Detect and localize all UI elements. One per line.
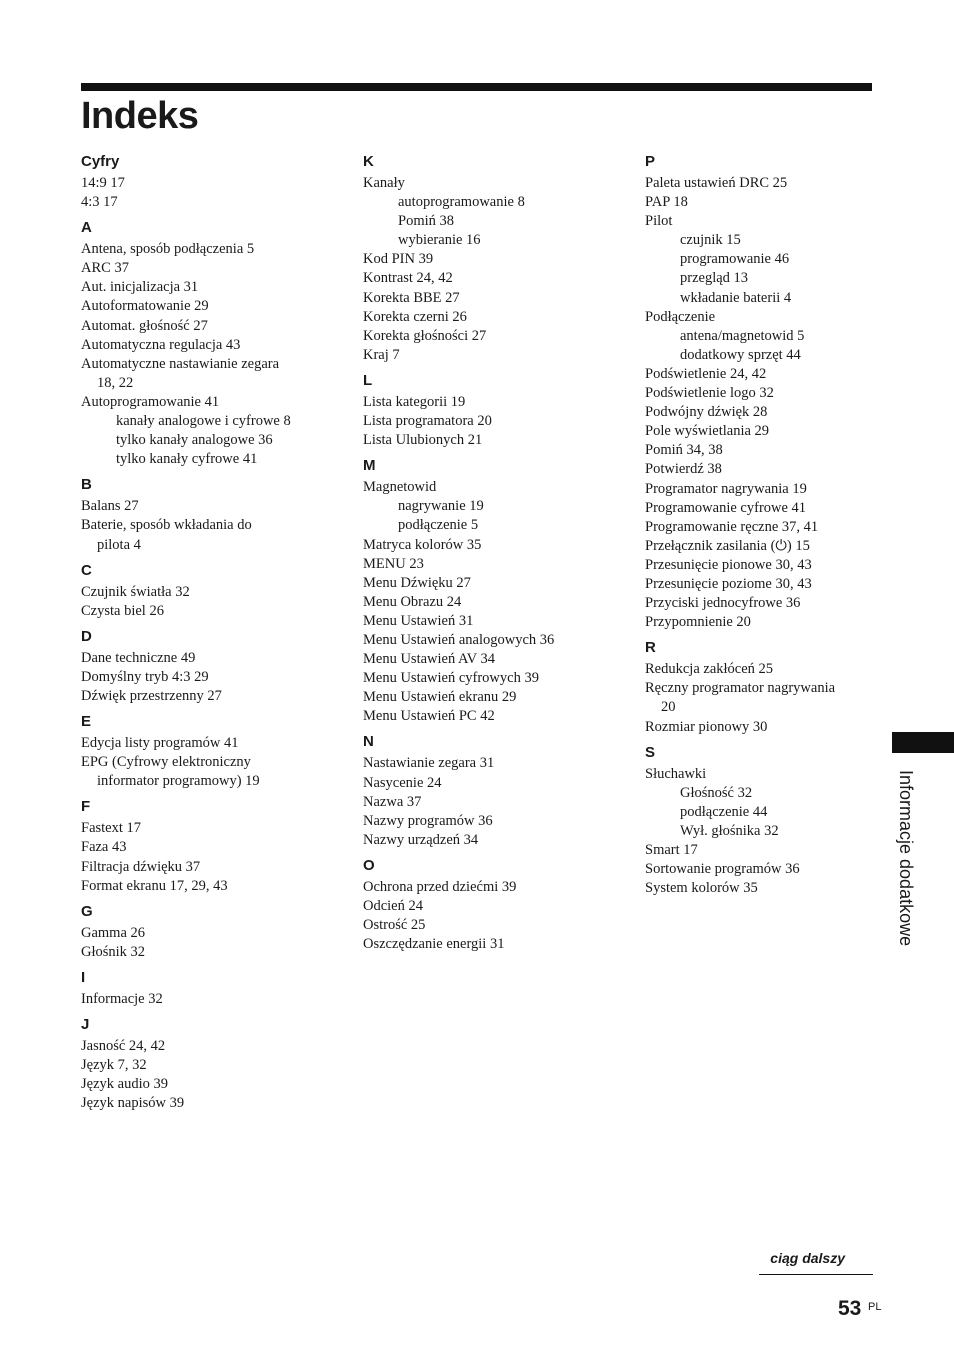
index-subentry: przegląd 13 — [680, 270, 749, 287]
index-entry: Menu Ustawień PC 42 — [363, 708, 495, 725]
index-entry: Czujnik światła 32 — [81, 583, 190, 600]
section-heading: K — [363, 153, 374, 170]
index-entry: Korekta BBE 27 — [363, 289, 460, 306]
index-entry: Rozmiar pionowy 30 — [645, 718, 768, 735]
index-subentry: programowanie 46 — [680, 251, 790, 268]
index-entry: Ręczny programator nagrywania — [645, 680, 836, 697]
index-entry: Automat. głośność 27 — [81, 317, 208, 334]
section-heading: I — [81, 968, 86, 986]
index-entry: Automatyczne nastawianie zegara — [81, 355, 280, 372]
index-entry: System kolorów 35 — [645, 880, 758, 897]
index-section — [363, 152, 633, 365]
index-entry: Filtracja dźwięku 37 — [81, 858, 201, 875]
index-section — [645, 638, 915, 736]
index-entry: Ostrość 25 — [363, 917, 426, 934]
index-section — [645, 152, 915, 632]
index-section — [81, 627, 351, 706]
index-entry: 4:3 17 — [81, 194, 118, 211]
index-entry: Jasność 24, 42 — [81, 1038, 166, 1054]
index-entry-continuation: 20 — [661, 699, 676, 716]
index-entry: Programowanie ręczne 37, 41 — [645, 518, 819, 535]
chapter-tab-marker — [892, 732, 954, 753]
index-entry: Magnetowid — [363, 479, 437, 496]
index-entry: Nasycenie 24 — [363, 774, 442, 791]
index-entry: Przesunięcie pionowe 30, 43 — [645, 556, 812, 573]
index-section — [81, 218, 351, 469]
index-entry: Korekta czerni 26 — [363, 308, 467, 325]
index-entry: Korekta głośności 27 — [363, 327, 487, 344]
index-section — [363, 732, 633, 849]
index-entry: PAP 18 — [645, 194, 688, 211]
page-number: 53 — [838, 1297, 862, 1320]
index-subentry: Głośność 32 — [680, 784, 753, 801]
index-entry: Format ekranu 17, 29, 43 — [81, 877, 228, 894]
index-subentry: wybieranie 16 — [398, 232, 481, 249]
index-entry: Autoformatowanie 29 — [81, 298, 209, 315]
index-entry: Przesunięcie poziome 30, 43 — [645, 575, 812, 592]
index-entry: Menu Ustawień analogowych 36 — [363, 631, 555, 648]
index-entry: Głośnik 32 — [81, 943, 146, 960]
section-heading: J — [81, 1016, 90, 1033]
index-entry: Nazwy urządzeń 34 — [363, 831, 479, 848]
index-entry: Lista programatora 20 — [363, 413, 492, 430]
index-entry: MENU 23 — [363, 555, 424, 572]
index-entry: Domyślny tryb 4:3 29 — [81, 668, 209, 685]
section-heading: G — [81, 902, 93, 920]
index-entry: Podświetlenie 24, 42 — [645, 365, 767, 382]
index-entry: Faza 43 — [81, 839, 127, 856]
index-entry: Pole wyświetlania 29 — [645, 423, 770, 440]
index-entry: Przyciski jednocyfrowe 36 — [645, 595, 801, 612]
section-heading: F — [81, 798, 91, 816]
section-heading: P — [645, 153, 656, 170]
index-entry: Czysta biel 26 — [81, 602, 164, 619]
title-rule — [81, 83, 872, 91]
index-subentry: antena/magnetowid 5 — [680, 327, 805, 344]
index-entry: Podwójny dźwięk 28 — [645, 404, 768, 421]
index-section — [81, 561, 351, 621]
section-heading: A — [81, 219, 92, 237]
index-entry: Smart 17 — [645, 842, 698, 858]
index-entry: Paleta ustawień DRC 25 — [645, 175, 788, 191]
index-entry: Oszczędzanie energii 31 — [363, 936, 505, 953]
index-entry: Balans 27 — [81, 498, 139, 515]
index-entry: Podłączenie — [645, 308, 716, 325]
index-entry: Menu Ustawień ekranu 29 — [363, 689, 517, 706]
index-entry: Sortowanie programów 36 — [645, 861, 800, 878]
index-entry: Przypomnienie 20 — [645, 614, 751, 631]
index-entry-continuation: 18, 22 — [97, 374, 134, 391]
index-entry: Odcień 24 — [363, 898, 423, 914]
footer-rule — [759, 1274, 873, 1275]
index-subentry: tylko kanały cyfrowe 41 — [116, 451, 258, 468]
index-entry: ARC 37 — [81, 260, 129, 277]
index-entry: Nazwa 37 — [363, 793, 422, 810]
index-column-3 — [645, 152, 915, 898]
index-subentry: wkładanie baterii 4 — [680, 289, 792, 306]
index-entry: Gamma 26 — [81, 924, 146, 941]
page-language-code: PL — [868, 1301, 882, 1313]
section-heading: D — [81, 627, 92, 645]
section-heading: B — [81, 476, 92, 494]
index-section — [363, 371, 633, 450]
index-entry: Pomiń 34, 38 — [645, 442, 723, 459]
index-entry: Lista Ulubionych 21 — [363, 432, 483, 449]
section-heading: Cyfry — [81, 153, 120, 170]
index-section — [81, 152, 351, 212]
index-entry: Redukcja zakłóceń 25 — [645, 661, 774, 678]
section-heading: E — [81, 713, 92, 731]
index-entry: Kanały — [363, 175, 405, 191]
index-entry: Menu Ustawień AV 34 — [363, 651, 495, 668]
index-section — [645, 743, 915, 899]
index-subentry: tylko kanały analogowe 36 — [116, 432, 273, 449]
index-section — [363, 856, 633, 954]
index-entry: Język audio 39 — [81, 1076, 168, 1093]
index-entry: Dźwięk przestrzenny 27 — [81, 687, 222, 704]
section-heading: N — [363, 733, 374, 751]
index-entry: Programowanie cyfrowe 41 — [645, 499, 807, 516]
index-entry: Baterie, sposób wkładania do — [81, 517, 252, 534]
index-subentry: dodatkowy sprzęt 44 — [680, 346, 801, 363]
section-heading: S — [645, 743, 656, 761]
index-subentry: podłączenie 44 — [680, 803, 768, 820]
index-entry: Nastawianie zegara 31 — [363, 755, 495, 772]
index-entry: Nazwy programów 36 — [363, 812, 493, 829]
index-entry: Język 7, 32 — [81, 1057, 147, 1074]
index-section — [81, 712, 351, 791]
index-entry: Menu Dźwięku 27 — [363, 574, 471, 591]
index-subentry: nagrywanie 19 — [398, 498, 484, 515]
section-heading: M — [363, 457, 376, 475]
index-entry: Fastext 17 — [81, 820, 142, 837]
index-subentry: autoprogramowanie 8 — [398, 194, 525, 211]
index-entry: Automatyczna regulacja 43 — [81, 336, 241, 353]
index-entry: Podświetlenie logo 32 — [645, 385, 774, 402]
index-entry: Kod PIN 39 — [363, 251, 434, 268]
index-entry: Matryca kolorów 35 — [363, 536, 482, 553]
chapter-side-label: Informacje dodatkowe — [896, 770, 916, 947]
page-title: Indeks — [81, 95, 199, 137]
index-entry: Programator nagrywania 19 — [645, 480, 807, 497]
index-subentry: Pomiń 38 — [398, 213, 454, 230]
index-entry-continuation: pilota 4 — [97, 536, 141, 553]
index-entry: Język napisów 39 — [81, 1095, 185, 1112]
index-column-1 — [81, 152, 351, 1113]
index-entry: Menu Ustawień cyfrowych 39 — [363, 670, 539, 687]
index-entry-continuation: informator programowy) 19 — [97, 773, 260, 790]
index-entry: Kontrast 24, 42 — [363, 270, 453, 287]
index-section — [81, 902, 351, 962]
index-entry: Dane techniczne 49 — [81, 649, 196, 666]
continued-label: ciąg dalszy — [770, 1250, 845, 1266]
section-heading: O — [363, 856, 375, 874]
index-subentry: podłączenie 5 — [398, 517, 479, 534]
index-subentry: czujnik 15 — [680, 232, 741, 249]
index-entry: Pilot — [645, 213, 673, 230]
index-entry: Autoprogramowanie 41 — [81, 393, 220, 410]
index-section — [363, 456, 633, 726]
index-entry: Potwierdź 38 — [645, 461, 722, 478]
index-entry: Przełącznik zasilania (⏻) 15 — [645, 537, 810, 554]
index-entry: Słuchawki — [645, 765, 707, 782]
section-heading: C — [81, 561, 92, 579]
index-section — [81, 475, 351, 554]
index-entry: Informacje 32 — [81, 990, 163, 1007]
index-column-2 — [363, 152, 633, 954]
index-entry: EPG (Cyfrowy elektroniczny — [81, 754, 251, 771]
index-entry: Aut. inicjalizacja 31 — [81, 279, 199, 296]
section-heading: R — [645, 639, 656, 657]
index-entry: Edycja listy programów 41 — [81, 735, 239, 752]
index-subentry: kanały analogowe i cyfrowe 8 — [116, 413, 291, 430]
index-entry: Menu Ustawień 31 — [363, 612, 474, 629]
index-section — [81, 968, 351, 1009]
index-entry: 14:9 17 — [81, 175, 125, 191]
index-entry: Kraj 7 — [363, 346, 400, 363]
index-entry: Lista kategorii 19 — [363, 393, 466, 410]
section-heading: L — [363, 371, 373, 389]
index-entry: Menu Obrazu 24 — [363, 593, 462, 610]
index-entry: Antena, sposób podłączenia 5 — [81, 241, 255, 258]
index-section — [81, 1015, 351, 1113]
index-section — [81, 797, 351, 895]
index-entry: Ochrona przed dziećmi 39 — [363, 878, 517, 895]
index-subentry: Wył. głośnika 32 — [680, 822, 779, 839]
